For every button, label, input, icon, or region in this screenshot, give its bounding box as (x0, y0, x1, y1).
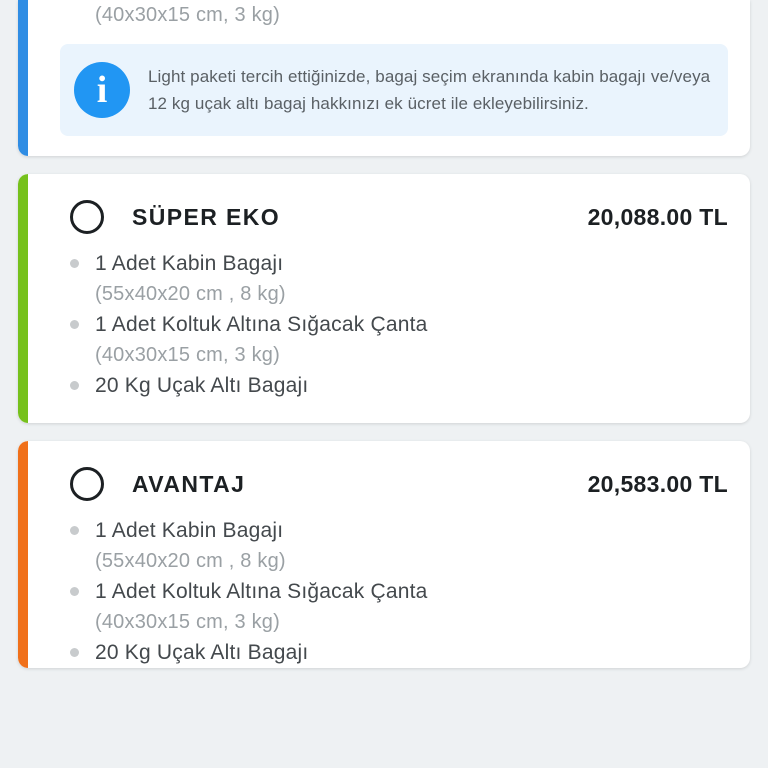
avantaj-fare-card[interactable] (18, 441, 750, 668)
avantaj-title: AVANTAJ (132, 470, 246, 497)
super-eko-title: SÜPER EKO (132, 203, 281, 230)
avantaj-benefits (70, 509, 728, 668)
super-eko-card-body (18, 174, 750, 423)
list-item (70, 248, 728, 279)
light-info-box (60, 44, 728, 136)
super-eko-fare-card[interactable] (18, 174, 750, 423)
bullet-icon (70, 381, 79, 390)
light-fare-card[interactable] (18, 0, 750, 156)
benefit-detail-text: (40x30x15 cm, 3 kg) (95, 611, 280, 633)
bullet-icon (70, 320, 79, 329)
benefit-detail-text: (55x40x20 cm , 8 kg) (95, 550, 286, 572)
card-accent-bar (18, 441, 28, 668)
benefit-text: 1 Adet Kabin Bagajı (95, 519, 284, 542)
baggage-dimension-text: (40x30x15 cm, 3 kg) (95, 4, 280, 26)
list-item (70, 515, 728, 546)
avantaj-header[interactable] (70, 441, 728, 509)
bullet-icon (70, 648, 79, 657)
bullet-icon (70, 587, 79, 596)
list-item (70, 576, 728, 607)
card-accent-bar (18, 0, 28, 156)
light-fare-card-body (18, 0, 750, 30)
super-eko-radio-button[interactable] (70, 200, 104, 234)
benefit-text: 1 Adet Koltuk Altına Sığacak Çanta (95, 313, 428, 336)
benefit-text: 20 Kg Uçak Altı Bagajı (95, 374, 309, 397)
info-icon: i (74, 62, 130, 118)
super-eko-benefits (70, 242, 728, 423)
benefit-text: 20 Kg Uçak Altı Bagajı (95, 641, 309, 664)
avantaj-card-body (18, 441, 750, 668)
list-item (70, 637, 728, 668)
benefit-detail-text: (55x40x20 cm , 8 kg) (95, 283, 286, 305)
benefit-text: 1 Adet Kabin Bagajı (95, 252, 284, 275)
avantaj-radio-button[interactable] (70, 467, 104, 501)
bullet-icon (70, 259, 79, 268)
super-eko-price: 20,088.00 TL (587, 203, 728, 230)
light-info-text: Light paketi tercih ettiğinizde, bagaj seçim ekranında kabin bagajı ve/veya 12 kg uçak altı bagaj hakkınızı ek ücret ile ekleyebilirsiniz. (148, 67, 711, 113)
list-item (70, 370, 728, 401)
card-accent-bar (18, 174, 28, 423)
benefit-text: 1 Adet Koltuk Altına Sığacak Çanta (95, 580, 428, 603)
super-eko-header[interactable] (70, 174, 728, 242)
benefit-detail-text: (40x30x15 cm, 3 kg) (95, 344, 280, 366)
list-item (70, 309, 728, 340)
avantaj-price: 20,583.00 TL (587, 470, 728, 497)
bullet-icon (70, 526, 79, 535)
